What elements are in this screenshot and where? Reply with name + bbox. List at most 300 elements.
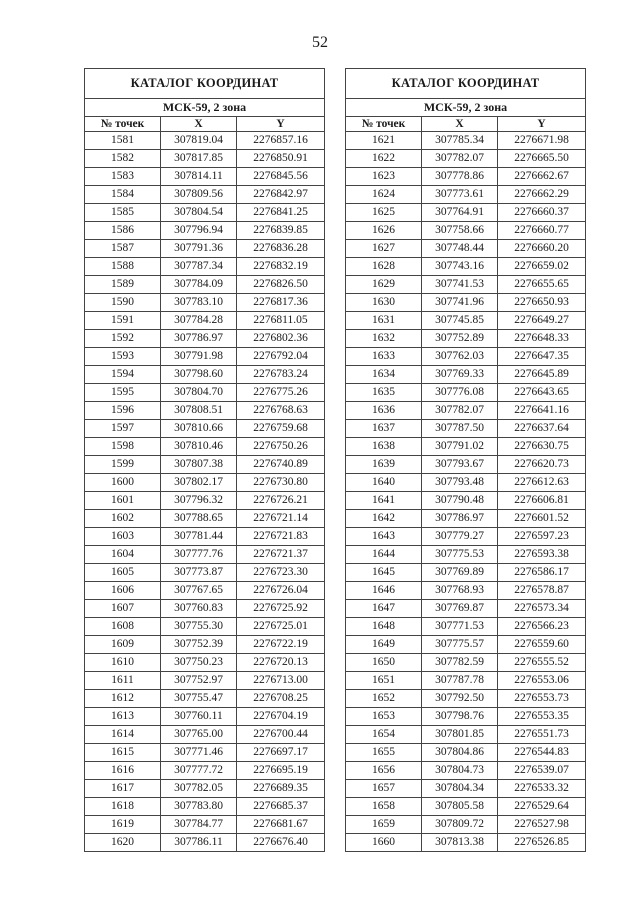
point-number-cell: 1604 — [85, 546, 161, 564]
y-coordinate-cell: 2276526.85 — [498, 834, 586, 852]
point-number-cell: 1607 — [85, 600, 161, 618]
x-coordinate-cell: 307785.34 — [422, 132, 498, 150]
table-row — [85, 186, 325, 204]
table-row — [346, 402, 586, 420]
y-coordinate-cell: 2276723.30 — [237, 564, 325, 582]
x-coordinate-cell: 307760.83 — [161, 600, 237, 618]
y-coordinate-cell: 2276645.89 — [498, 366, 586, 384]
y-coordinate-cell: 2276721.83 — [237, 528, 325, 546]
table-row — [85, 204, 325, 222]
coordinate-zone: МСК-59, 2 зона — [346, 99, 586, 117]
y-coordinate-cell: 2276665.50 — [498, 150, 586, 168]
x-coordinate-cell: 307783.10 — [161, 294, 237, 312]
x-coordinate-cell: 307779.27 — [422, 528, 498, 546]
point-number-cell: 1601 — [85, 492, 161, 510]
table-row — [85, 402, 325, 420]
x-coordinate-cell: 307798.76 — [422, 708, 498, 726]
table-row — [346, 582, 586, 600]
x-coordinate-cell: 307807.38 — [161, 456, 237, 474]
table-row — [346, 384, 586, 402]
table-row — [346, 186, 586, 204]
y-coordinate-cell: 2276750.26 — [237, 438, 325, 456]
table-row — [85, 780, 325, 798]
table-row — [85, 240, 325, 258]
table-row — [346, 438, 586, 456]
table-row — [346, 510, 586, 528]
x-coordinate-cell: 307804.73 — [422, 762, 498, 780]
table-row — [346, 636, 586, 654]
y-coordinate-cell: 2276802.36 — [237, 330, 325, 348]
x-coordinate-cell: 307801.85 — [422, 726, 498, 744]
y-coordinate-cell: 2276659.02 — [498, 258, 586, 276]
x-coordinate-cell: 307752.89 — [422, 330, 498, 348]
point-number-cell: 1632 — [346, 330, 422, 348]
point-number-cell: 1583 — [85, 168, 161, 186]
y-coordinate-cell: 2276566.23 — [498, 618, 586, 636]
point-number-cell: 1628 — [346, 258, 422, 276]
y-coordinate-cell: 2276850.91 — [237, 150, 325, 168]
point-number-cell: 1599 — [85, 456, 161, 474]
point-number-cell: 1644 — [346, 546, 422, 564]
y-coordinate-cell: 2276725.01 — [237, 618, 325, 636]
table-row — [346, 618, 586, 636]
x-coordinate-cell: 307782.07 — [422, 402, 498, 420]
x-coordinate-cell: 307764.91 — [422, 204, 498, 222]
x-coordinate-cell: 307771.46 — [161, 744, 237, 762]
point-number-cell: 1596 — [85, 402, 161, 420]
table-row — [85, 654, 325, 672]
y-coordinate-cell: 2276832.19 — [237, 258, 325, 276]
x-coordinate-cell: 307768.93 — [422, 582, 498, 600]
x-coordinate-cell: 307752.97 — [161, 672, 237, 690]
y-coordinate-cell: 2276671.98 — [498, 132, 586, 150]
y-coordinate-cell: 2276759.68 — [237, 420, 325, 438]
x-coordinate-cell: 307793.67 — [422, 456, 498, 474]
point-number-cell: 1659 — [346, 816, 422, 834]
table-row — [346, 330, 586, 348]
table-row — [85, 276, 325, 294]
x-coordinate-cell: 307804.34 — [422, 780, 498, 798]
table-row — [85, 366, 325, 384]
x-coordinate-cell: 307776.08 — [422, 384, 498, 402]
y-coordinate-cell: 2276662.67 — [498, 168, 586, 186]
table-row — [85, 222, 325, 240]
y-coordinate-cell: 2276643.65 — [498, 384, 586, 402]
catalog-title: КАТАЛОГ КООРДИНАТ — [85, 69, 325, 99]
table-row — [85, 348, 325, 366]
y-coordinate-cell: 2276689.35 — [237, 780, 325, 798]
point-number-cell: 1595 — [85, 384, 161, 402]
y-coordinate-cell: 2276826.50 — [237, 276, 325, 294]
point-number-cell: 1631 — [346, 312, 422, 330]
point-number-cell: 1634 — [346, 366, 422, 384]
point-number-cell: 1589 — [85, 276, 161, 294]
x-coordinate-cell: 307750.23 — [161, 654, 237, 672]
x-coordinate-cell: 307777.76 — [161, 546, 237, 564]
point-number-cell: 1636 — [346, 402, 422, 420]
y-coordinate-cell: 2276713.00 — [237, 672, 325, 690]
table-row — [85, 528, 325, 546]
y-coordinate-cell: 2276533.32 — [498, 780, 586, 798]
y-coordinate-cell: 2276553.73 — [498, 690, 586, 708]
y-coordinate-cell: 2276660.20 — [498, 240, 586, 258]
point-number-cell: 1646 — [346, 582, 422, 600]
point-number-cell: 1656 — [346, 762, 422, 780]
table-row — [85, 438, 325, 456]
point-number-cell: 1585 — [85, 204, 161, 222]
y-coordinate-cell: 2276842.97 — [237, 186, 325, 204]
table-row — [346, 474, 586, 492]
x-coordinate-cell: 307775.53 — [422, 546, 498, 564]
x-coordinate-cell: 307771.53 — [422, 618, 498, 636]
point-number-cell: 1594 — [85, 366, 161, 384]
x-coordinate-cell: 307752.39 — [161, 636, 237, 654]
table-row — [85, 672, 325, 690]
point-number-cell: 1633 — [346, 348, 422, 366]
y-coordinate-cell: 2276578.87 — [498, 582, 586, 600]
y-coordinate-cell: 2276539.07 — [498, 762, 586, 780]
point-number-cell: 1615 — [85, 744, 161, 762]
x-coordinate-cell: 307741.96 — [422, 294, 498, 312]
point-number-cell: 1593 — [85, 348, 161, 366]
y-coordinate-cell: 2276637.64 — [498, 420, 586, 438]
x-coordinate-cell: 307804.70 — [161, 384, 237, 402]
y-coordinate-cell: 2276768.63 — [237, 402, 325, 420]
point-number-cell: 1655 — [346, 744, 422, 762]
y-coordinate-cell: 2276641.16 — [498, 402, 586, 420]
table-row — [346, 294, 586, 312]
y-coordinate-cell: 2276606.81 — [498, 492, 586, 510]
y-coordinate-cell: 2276685.37 — [237, 798, 325, 816]
x-coordinate-cell: 307778.86 — [422, 168, 498, 186]
point-number-cell: 1650 — [346, 654, 422, 672]
table-row — [85, 744, 325, 762]
x-coordinate-cell: 307808.51 — [161, 402, 237, 420]
table-row — [346, 744, 586, 762]
column-header-point-number: № точек — [85, 117, 161, 132]
point-number-cell: 1627 — [346, 240, 422, 258]
table-row — [85, 294, 325, 312]
table-row — [85, 384, 325, 402]
table-row — [346, 528, 586, 546]
x-coordinate-cell: 307773.87 — [161, 564, 237, 582]
x-coordinate-cell: 307791.02 — [422, 438, 498, 456]
point-number-cell: 1618 — [85, 798, 161, 816]
coordinate-zone: МСК-59, 2 зона — [85, 99, 325, 117]
x-coordinate-cell: 307782.05 — [161, 780, 237, 798]
y-coordinate-cell: 2276730.80 — [237, 474, 325, 492]
y-coordinate-cell: 2276573.34 — [498, 600, 586, 618]
y-coordinate-cell: 2276681.67 — [237, 816, 325, 834]
point-number-cell: 1605 — [85, 564, 161, 582]
point-number-cell: 1582 — [85, 150, 161, 168]
x-coordinate-cell: 307755.30 — [161, 618, 237, 636]
x-coordinate-cell: 307791.98 — [161, 348, 237, 366]
point-number-cell: 1588 — [85, 258, 161, 276]
x-coordinate-cell: 307775.57 — [422, 636, 498, 654]
y-coordinate-cell: 2276697.17 — [237, 744, 325, 762]
y-coordinate-cell: 2276817.36 — [237, 294, 325, 312]
y-coordinate-cell: 2276783.24 — [237, 366, 325, 384]
y-coordinate-cell: 2276586.17 — [498, 564, 586, 582]
table-row — [346, 420, 586, 438]
x-coordinate-cell: 307804.54 — [161, 204, 237, 222]
x-coordinate-cell: 307787.78 — [422, 672, 498, 690]
table-row — [346, 780, 586, 798]
point-number-cell: 1598 — [85, 438, 161, 456]
y-coordinate-cell: 2276704.19 — [237, 708, 325, 726]
y-coordinate-cell: 2276660.77 — [498, 222, 586, 240]
point-number-cell: 1660 — [346, 834, 422, 852]
y-coordinate-cell: 2276740.89 — [237, 456, 325, 474]
y-coordinate-cell: 2276721.14 — [237, 510, 325, 528]
table-row — [346, 456, 586, 474]
table-row — [346, 834, 586, 852]
table-row — [85, 762, 325, 780]
x-coordinate-cell: 307798.60 — [161, 366, 237, 384]
point-number-cell: 1642 — [346, 510, 422, 528]
table-row — [346, 132, 586, 150]
point-number-cell: 1643 — [346, 528, 422, 546]
point-number-cell: 1597 — [85, 420, 161, 438]
y-coordinate-cell: 2276544.83 — [498, 744, 586, 762]
point-number-cell: 1603 — [85, 528, 161, 546]
y-coordinate-cell: 2276648.33 — [498, 330, 586, 348]
table-body — [346, 132, 586, 852]
table-row — [346, 492, 586, 510]
table-row — [346, 150, 586, 168]
x-coordinate-cell: 307784.77 — [161, 816, 237, 834]
point-number-cell: 1610 — [85, 654, 161, 672]
table-row — [85, 258, 325, 276]
table-body — [85, 132, 325, 852]
table-row — [346, 708, 586, 726]
table-row — [85, 132, 325, 150]
point-number-cell: 1592 — [85, 330, 161, 348]
table-row — [346, 546, 586, 564]
x-coordinate-cell: 307810.46 — [161, 438, 237, 456]
x-coordinate-cell: 307773.61 — [422, 186, 498, 204]
y-coordinate-cell: 2276601.52 — [498, 510, 586, 528]
x-coordinate-cell: 307745.85 — [422, 312, 498, 330]
table-row — [346, 654, 586, 672]
y-coordinate-cell: 2276662.29 — [498, 186, 586, 204]
table-row — [85, 168, 325, 186]
y-coordinate-cell: 2276811.05 — [237, 312, 325, 330]
point-number-cell: 1647 — [346, 600, 422, 618]
point-number-cell: 1645 — [346, 564, 422, 582]
y-coordinate-cell: 2276700.44 — [237, 726, 325, 744]
column-header-x: X — [161, 117, 237, 132]
point-number-cell: 1591 — [85, 312, 161, 330]
table-row — [346, 690, 586, 708]
x-coordinate-cell: 307810.66 — [161, 420, 237, 438]
point-number-cell: 1654 — [346, 726, 422, 744]
table-row — [85, 726, 325, 744]
y-coordinate-cell: 2276775.26 — [237, 384, 325, 402]
x-coordinate-cell: 307743.16 — [422, 258, 498, 276]
point-number-cell: 1606 — [85, 582, 161, 600]
point-number-cell: 1581 — [85, 132, 161, 150]
column-header-x: X — [422, 117, 498, 132]
x-coordinate-cell: 307784.09 — [161, 276, 237, 294]
table-row — [85, 510, 325, 528]
table-row — [346, 798, 586, 816]
y-coordinate-cell: 2276553.06 — [498, 672, 586, 690]
coordinate-catalog-table-left — [84, 68, 325, 852]
column-header-y: Y — [498, 117, 586, 132]
x-coordinate-cell: 307814.11 — [161, 168, 237, 186]
table-row — [85, 690, 325, 708]
y-coordinate-cell: 2276647.35 — [498, 348, 586, 366]
x-coordinate-cell: 307786.11 — [161, 834, 237, 852]
point-number-cell: 1648 — [346, 618, 422, 636]
table-row — [85, 636, 325, 654]
y-coordinate-cell: 2276792.04 — [237, 348, 325, 366]
y-coordinate-cell: 2276655.65 — [498, 276, 586, 294]
x-coordinate-cell: 307787.34 — [161, 258, 237, 276]
table-row — [85, 564, 325, 582]
y-coordinate-cell: 2276612.63 — [498, 474, 586, 492]
x-coordinate-cell: 307765.00 — [161, 726, 237, 744]
x-coordinate-cell: 307786.97 — [422, 510, 498, 528]
x-coordinate-cell: 307791.36 — [161, 240, 237, 258]
x-coordinate-cell: 307796.32 — [161, 492, 237, 510]
point-number-cell: 1621 — [346, 132, 422, 150]
x-coordinate-cell: 307792.50 — [422, 690, 498, 708]
y-coordinate-cell: 2276857.16 — [237, 132, 325, 150]
table-row — [85, 420, 325, 438]
point-number-cell: 1617 — [85, 780, 161, 798]
table-row — [346, 204, 586, 222]
y-coordinate-cell: 2276708.25 — [237, 690, 325, 708]
y-coordinate-cell: 2276597.23 — [498, 528, 586, 546]
x-coordinate-cell: 307767.65 — [161, 582, 237, 600]
point-number-cell: 1638 — [346, 438, 422, 456]
table-row — [85, 708, 325, 726]
y-coordinate-cell: 2276620.73 — [498, 456, 586, 474]
y-coordinate-cell: 2276559.60 — [498, 636, 586, 654]
point-number-cell: 1623 — [346, 168, 422, 186]
catalog-title: КАТАЛОГ КООРДИНАТ — [346, 69, 586, 99]
point-number-cell: 1611 — [85, 672, 161, 690]
x-coordinate-cell: 307788.65 — [161, 510, 237, 528]
table-row — [85, 150, 325, 168]
x-coordinate-cell: 307762.03 — [422, 348, 498, 366]
table-row — [85, 798, 325, 816]
point-number-cell: 1657 — [346, 780, 422, 798]
x-coordinate-cell: 307790.48 — [422, 492, 498, 510]
y-coordinate-cell: 2276726.04 — [237, 582, 325, 600]
table-row — [85, 492, 325, 510]
table-row — [85, 816, 325, 834]
point-number-cell: 1652 — [346, 690, 422, 708]
x-coordinate-cell: 307809.72 — [422, 816, 498, 834]
y-coordinate-cell: 2276722.19 — [237, 636, 325, 654]
column-header-y: Y — [237, 117, 325, 132]
y-coordinate-cell: 2276720.13 — [237, 654, 325, 672]
x-coordinate-cell: 307784.28 — [161, 312, 237, 330]
point-number-cell: 1653 — [346, 708, 422, 726]
x-coordinate-cell: 307802.17 — [161, 474, 237, 492]
x-coordinate-cell: 307782.07 — [422, 150, 498, 168]
y-coordinate-cell: 2276649.27 — [498, 312, 586, 330]
point-number-cell: 1584 — [85, 186, 161, 204]
point-number-cell: 1613 — [85, 708, 161, 726]
x-coordinate-cell: 307783.80 — [161, 798, 237, 816]
table-row — [346, 240, 586, 258]
point-number-cell: 1586 — [85, 222, 161, 240]
point-number-cell: 1619 — [85, 816, 161, 834]
point-number-cell: 1626 — [346, 222, 422, 240]
x-coordinate-cell: 307769.89 — [422, 564, 498, 582]
point-number-cell: 1641 — [346, 492, 422, 510]
coordinate-catalog-table-right — [345, 68, 586, 852]
point-number-cell: 1637 — [346, 420, 422, 438]
point-number-cell: 1616 — [85, 762, 161, 780]
y-coordinate-cell: 2276551.73 — [498, 726, 586, 744]
y-coordinate-cell: 2276721.37 — [237, 546, 325, 564]
table-row — [346, 726, 586, 744]
y-coordinate-cell: 2276555.52 — [498, 654, 586, 672]
point-number-cell: 1649 — [346, 636, 422, 654]
table-row — [85, 834, 325, 852]
table-row — [85, 474, 325, 492]
x-coordinate-cell: 307796.94 — [161, 222, 237, 240]
table-row — [346, 222, 586, 240]
table-row — [346, 276, 586, 294]
y-coordinate-cell: 2276553.35 — [498, 708, 586, 726]
y-coordinate-cell: 2276529.64 — [498, 798, 586, 816]
point-number-cell: 1608 — [85, 618, 161, 636]
point-number-cell: 1658 — [346, 798, 422, 816]
x-coordinate-cell: 307819.04 — [161, 132, 237, 150]
point-number-cell: 1630 — [346, 294, 422, 312]
point-number-cell: 1639 — [346, 456, 422, 474]
y-coordinate-cell: 2276725.92 — [237, 600, 325, 618]
x-coordinate-cell: 307777.72 — [161, 762, 237, 780]
table-row — [346, 564, 586, 582]
table-row — [346, 312, 586, 330]
table-row — [85, 582, 325, 600]
x-coordinate-cell: 307758.66 — [422, 222, 498, 240]
y-coordinate-cell: 2276726.21 — [237, 492, 325, 510]
point-number-cell: 1609 — [85, 636, 161, 654]
y-coordinate-cell: 2276676.40 — [237, 834, 325, 852]
x-coordinate-cell: 307769.33 — [422, 366, 498, 384]
table-row — [346, 348, 586, 366]
y-coordinate-cell: 2276845.56 — [237, 168, 325, 186]
x-coordinate-cell: 307804.86 — [422, 744, 498, 762]
point-number-cell: 1612 — [85, 690, 161, 708]
point-number-cell: 1625 — [346, 204, 422, 222]
x-coordinate-cell: 307781.44 — [161, 528, 237, 546]
y-coordinate-cell: 2276695.19 — [237, 762, 325, 780]
x-coordinate-cell: 307809.56 — [161, 186, 237, 204]
point-number-cell: 1620 — [85, 834, 161, 852]
table-row — [346, 672, 586, 690]
table-row — [346, 762, 586, 780]
table-row — [346, 168, 586, 186]
point-number-cell: 1590 — [85, 294, 161, 312]
y-coordinate-cell: 2276650.93 — [498, 294, 586, 312]
x-coordinate-cell: 307755.47 — [161, 690, 237, 708]
table-row — [85, 456, 325, 474]
table-row — [346, 258, 586, 276]
table-row — [346, 600, 586, 618]
table-row — [346, 816, 586, 834]
point-number-cell: 1614 — [85, 726, 161, 744]
